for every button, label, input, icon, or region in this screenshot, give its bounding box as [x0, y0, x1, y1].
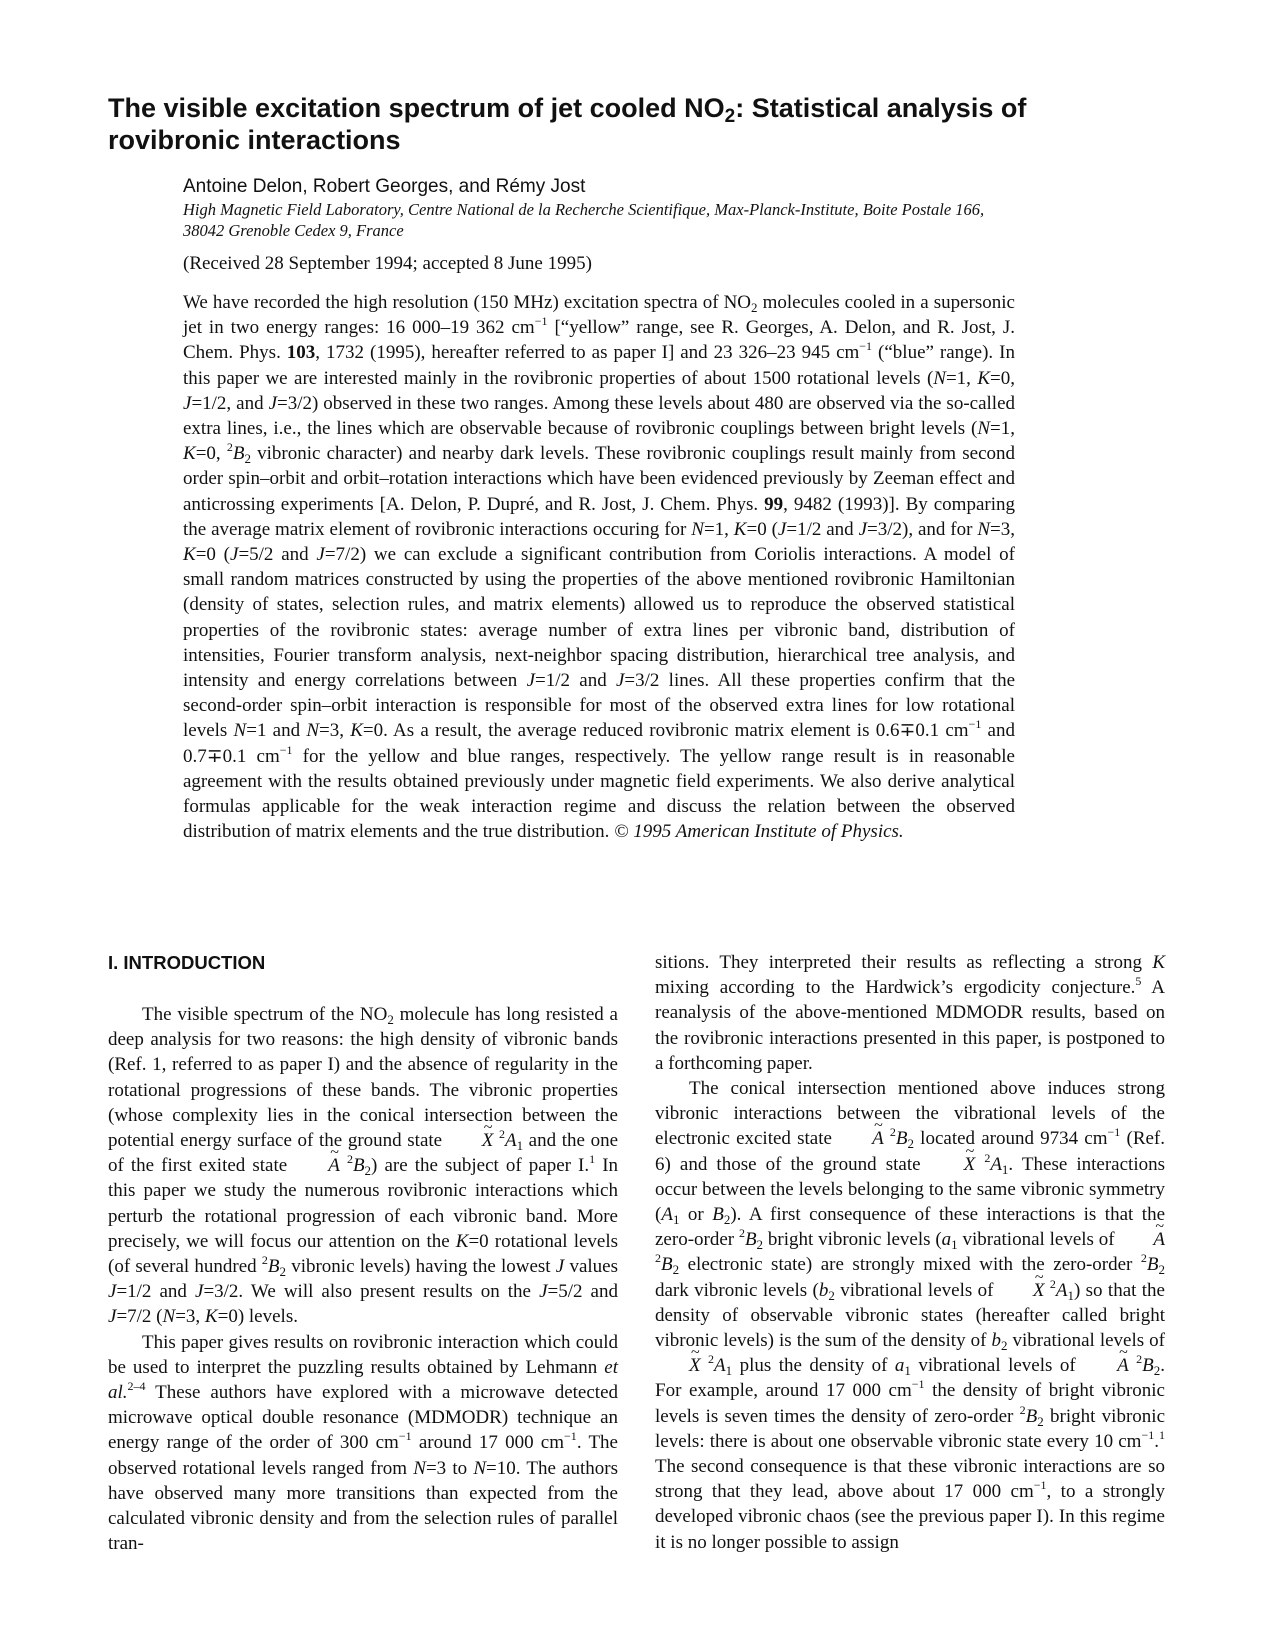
paragraph: The conical intersection mentioned above induces strong vibronic interactions between the vibrational levels of the electronic excited state ~ A $^2B_2$ located around 9734 $cm^{-1}$ (Ref. 6) and those of the ground state ~ X $^2A_1$. These interactions occur between the levels belonging to the same vibronic symmetry ($A_1$ or $B_2$). A first consequence of these interactions is that the zero-order $^2B_2$ bright vibronic levels ($a_1$ vibrational levels of ~ A $^2B_2$ electronic state) are strongly mixed with the zero-order $^2B_2$ dark vibronic levels ($b_2$ vibrational levels of ~ X $^2A_1$) so that the density of observable vibronic states (hereafter called bright vibronic levels) is the sum of the density of $b_2$ vibrational levels of ~ X $^2A_1$ plus the density of $a_1$ vibrational levels of ~ A $^2B_2$. For example, around 17 000 $cm^{-1}$ the density of bright vibronic levels is seven times the density of zero-order $^2B_2$ bright vibronic levels: there is about one observable vibronic state every 10 $cm^{-1}.^1$ The second consequence is that these vibronic interactions are so strong that they lead, above about 17 000 $cm^{-1}$, to a strongly developed vibronic chaos (see the previous paper I). In this regime it is no longer possible to assign — [655, 1076, 1165, 1555]
copyright: © 1995 American Institute of Physics. — [614, 821, 904, 843]
section-heading: I. INTRODUCTION — [108, 952, 266, 973]
affiliation: High Magnetic Field Laboratory, Centre National de la Recherche Scientifique, Max-Planck-Institute, Boite Postale 166, 38042 Grenoble Cedex 9, France — [183, 200, 985, 240]
authors: Antoine Delon, Robert Georges, and Rémy Jost — [183, 176, 586, 197]
paragraph: sitions. They interpreted their results as reflecting a strong K mixing according to the Hardwick’s ergodicity conjecture.$^5$ A reanalysis of the above-mentioned MDMODR results, based on the rovibronic interactions presented in this paper, is postponed to a forthcoming paper. — [655, 952, 1165, 1074]
left-column — [108, 1002, 618, 1556]
paragraph: This paper gives results on rovibronic interaction which could be used to interpret the puzzling results obtained by Lehmann et al.$^{2-4}$ These authors have explored with a microwave detected microwave optical double resonance (MDMODR) technique an energy range of the order of 300 $cm^{-1}$ around 17 000 $cm^{-1}$. The observed rotational levels ranged from N=3 to N=10. The authors have observed many more transitions than expected from the calculated vibronic density and from the selection rules of parallel tran- — [108, 1331, 618, 1555]
received-date: (Received 28 September 1994; accepted 8 June 1995) — [183, 253, 592, 274]
paper-title: The visible excitation spectrum of jet cooled $NO_2$: Statistical analysis of rovibronic interactions — [108, 93, 1027, 155]
right-column — [655, 950, 1165, 1555]
abstract: We have recorded the high resolution (150 MHz) excitation spectra of $NO_2$ molecules cooled in a supersonic jet in two energy ranges: 16 000–19 362 $cm^{-1}$ [“yellow” range, see R. Georges, A. Delon, and R. Jost, J. Chem. Phys. 103, 1732 (1995), hereafter referred to as paper I] and 23 326–23 945 $cm^{-1}$ (“blue” range). In this paper we are interested mainly in the rovibronic properties of about 1500 rotational levels (N=1, K=0, J=1/2, and J=3/2) observed in these two ranges. Among these levels about 480 are observed via the so-called extra lines, i.e., the lines which are observable because of rovibronic couplings between bright levels (N=1, K=0, $^2B_2$ vibronic character) and nearby dark levels. These rovibronic couplings result mainly from second order spin–orbit and orbit–rotation interactions which have been evidenced previously by Zeeman effect and anticrossing experiments [A. Delon, P. Dupré, and R. Jost, J. Chem. Phys. 99, 9482 (1993)]. By comparing the average matrix element of rovibronic interactions occuring for N=1, K=0 (J=1/2 and J=3/2), and for N=3, K=0 (J=5/2 and J=7/2) we can exclude a significant contribution from Coriolis interactions. A model of small random matrices constructed by using the properties of the above mentioned rovibronic Hamiltonian (density of states, selection rules, and matrix elements) allowed us to reproduce the observed statistical properties of the rovibronic states: average number of extra lines per vibronic band, distribution of intensities, Fourier transform analysis, next-neighbor spacing distribution, hierarchical tree analysis, and intensity and energy correlations between J=1/2 and J=3/2 lines. All these properties confirm that the second-order spin–orbit interaction is responsible for most of the observed extra lines for low rotational levels N=1 and N=3, K=0. As a result, the average reduced rovibronic matrix element is 0.6∓0.1 $cm^{-1}$ and 0.7∓0.1 $cm^{-1}$ for the yellow and blue ranges, respectively. The yellow range result is in reasonable agreement with the results obtained previously under magnetic field experiments. We also derive analytical formulas applicable for the weak interaction regime and discuss the relation between the observed distribution of matrix elements and the true distribution. © 1995 American Institute of Physics. — [183, 292, 1016, 843]
paragraph: The visible spectrum of the $NO_2$ molecule has long resisted a deep analysis for two reasons: the high density of vibronic bands (Ref. 1, referred to as paper I) and the absence of regularity in the rotational progressions of these bands. The vibronic properties (whose complexity lies in the conical intersection between the potential energy surface of the ground state ~ X $^2A_1$ and the one of the first exited state ~ A $^2B_2$) are the subject of paper I.$^1$ In this paper we study the numerous rovibronic interactions which perturb the rotational progression of each vibronic band. More precisely, we will focus our attention on the K=0 rotational levels (of several hundred $^2B_2$ vibronic levels) having the lowest J values J=1/2 and J=3/2. We will also present results on the J=5/2 and J=7/2 (N=3, K=0) levels. — [108, 1002, 618, 1330]
